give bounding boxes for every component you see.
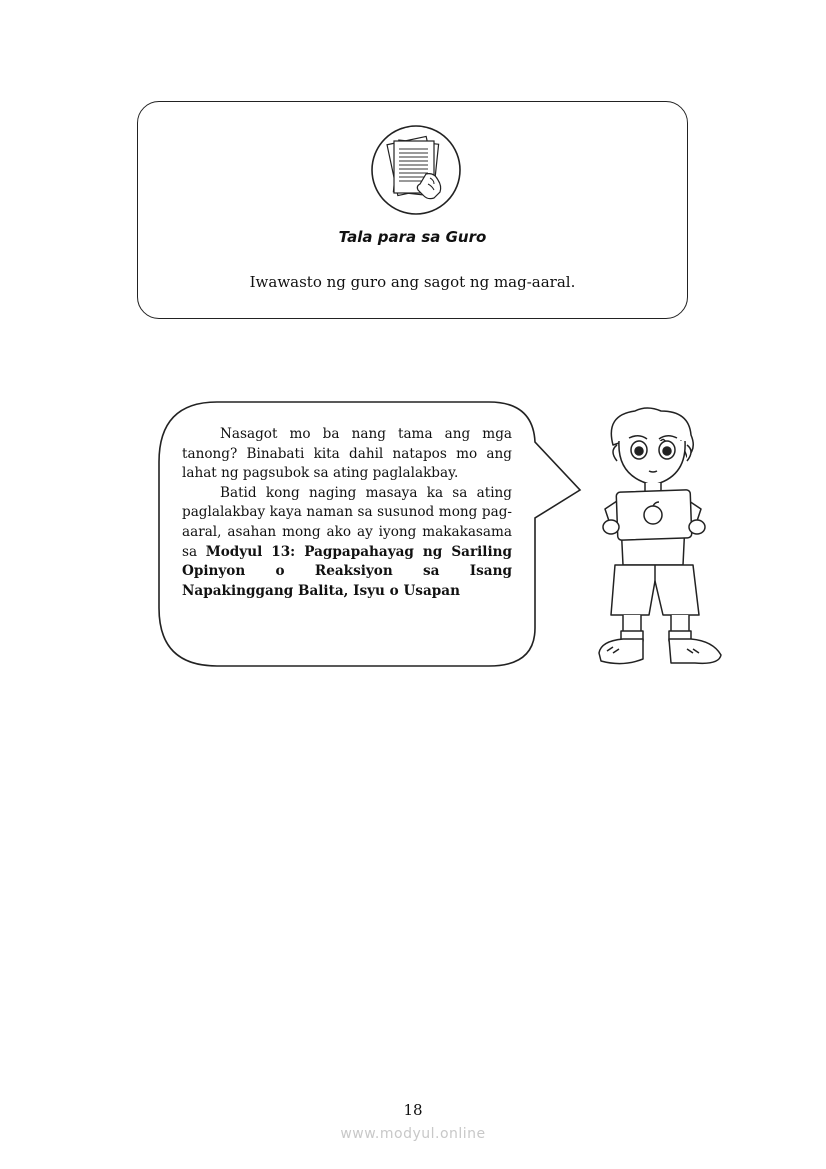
watermark: www.modyul.online — [340, 1126, 486, 1142]
page-number: 18 — [403, 1101, 423, 1119]
teacher-note-box — [137, 101, 688, 319]
bubble-paragraph-2 — [182, 484, 512, 602]
papers-in-hand-icon — [370, 124, 462, 216]
bubble-paragraph-2-lead: Batid kong naging masaya ka sa ating paglalakbay kaya naman sa susunod mong pag-aaral, asahan mong ako ay iyong makakasama sa — [182, 484, 512, 560]
speech-bubble-text — [182, 425, 512, 601]
teacher-note-body: Iwawasto ng guro ang sagot ng mag-aaral. — [249, 273, 576, 291]
bubble-paragraph-1: Nasagot mo ba nang tama ang mga tanong? Binabati kita dahil natapos mo ang lahat ng pagsubok sa ating paglalakbay. — [182, 426, 512, 482]
teacher-note-title: Tala para sa Guro — [338, 228, 487, 246]
boy-holding-tablet-icon — [583, 405, 728, 670]
next-module-title: Modyul 13: Pagpapahayag ng Sariling Opinyon o Reaksiyon sa Isang Napakinggang Balita, Isyu o Usapan — [182, 543, 512, 599]
